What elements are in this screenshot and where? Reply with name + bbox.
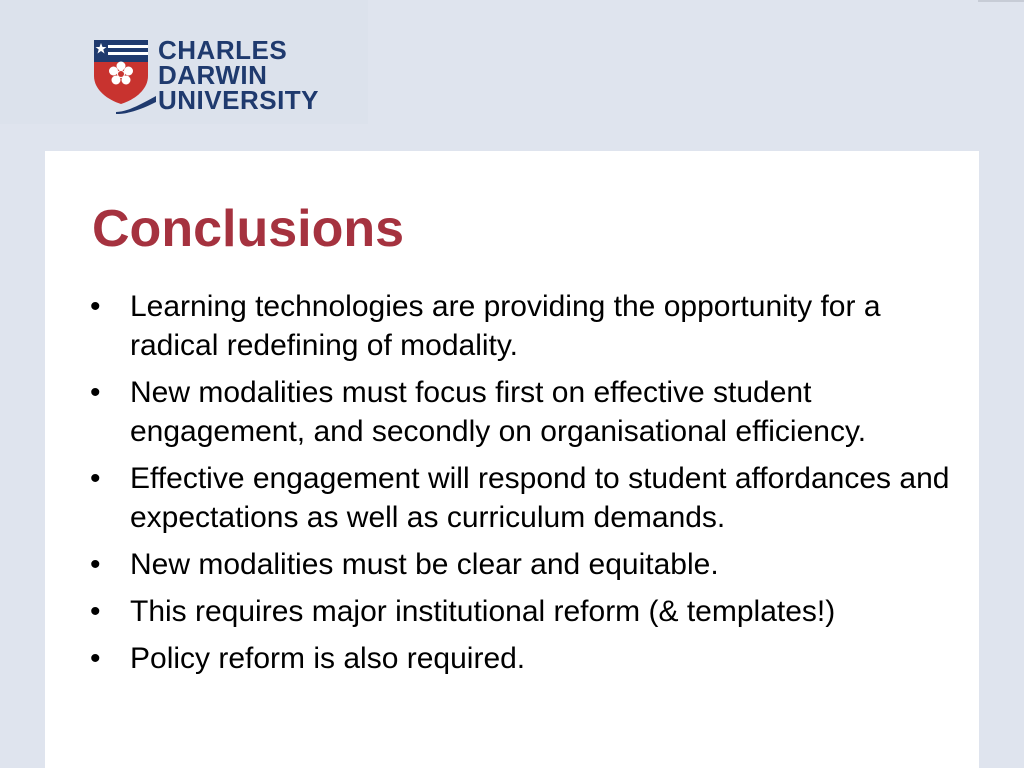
bullet-text: New modalities must focus first on effective student engagement, and secondly on organisational efficiency. (130, 376, 867, 448)
bullet-text: Policy reform is also required. (130, 642, 526, 675)
bullet-text: New modalities must be clear and equitable. (130, 548, 719, 581)
list-item (90, 592, 970, 631)
bullet-text: This requires major institutional reform (& templates!) (130, 595, 836, 628)
bullet-text: Effective engagement will respond to student affordances and expectations as well as curriculum demands. (130, 462, 950, 534)
content-panel (45, 151, 979, 768)
university-name (158, 35, 320, 115)
logo-line-3: UNIVERSITY (158, 85, 320, 115)
shield-emblem-icon (94, 40, 148, 104)
list-item (90, 373, 970, 451)
bullet-icon: • (90, 290, 101, 323)
bullet-icon: • (90, 642, 101, 675)
list-item (90, 287, 970, 365)
conclusions-list (90, 287, 970, 686)
bullet-icon: • (90, 595, 101, 628)
logo-line-2: DARWIN (158, 60, 268, 90)
list-item (90, 639, 970, 678)
bullet-icon: • (90, 462, 101, 495)
university-logo (0, 0, 368, 124)
list-item (90, 459, 970, 537)
bullet-text: Learning technologies are providing the opportunity for a radical redefining of modality. (130, 290, 881, 362)
swoosh-icon (116, 96, 156, 114)
top-divider (978, 0, 1024, 2)
list-item (90, 545, 970, 584)
slide-title: Conclusions (92, 200, 405, 258)
bullet-icon: • (90, 548, 101, 581)
bullet-icon: • (90, 376, 101, 409)
logo-line-1: CHARLES (158, 35, 288, 65)
